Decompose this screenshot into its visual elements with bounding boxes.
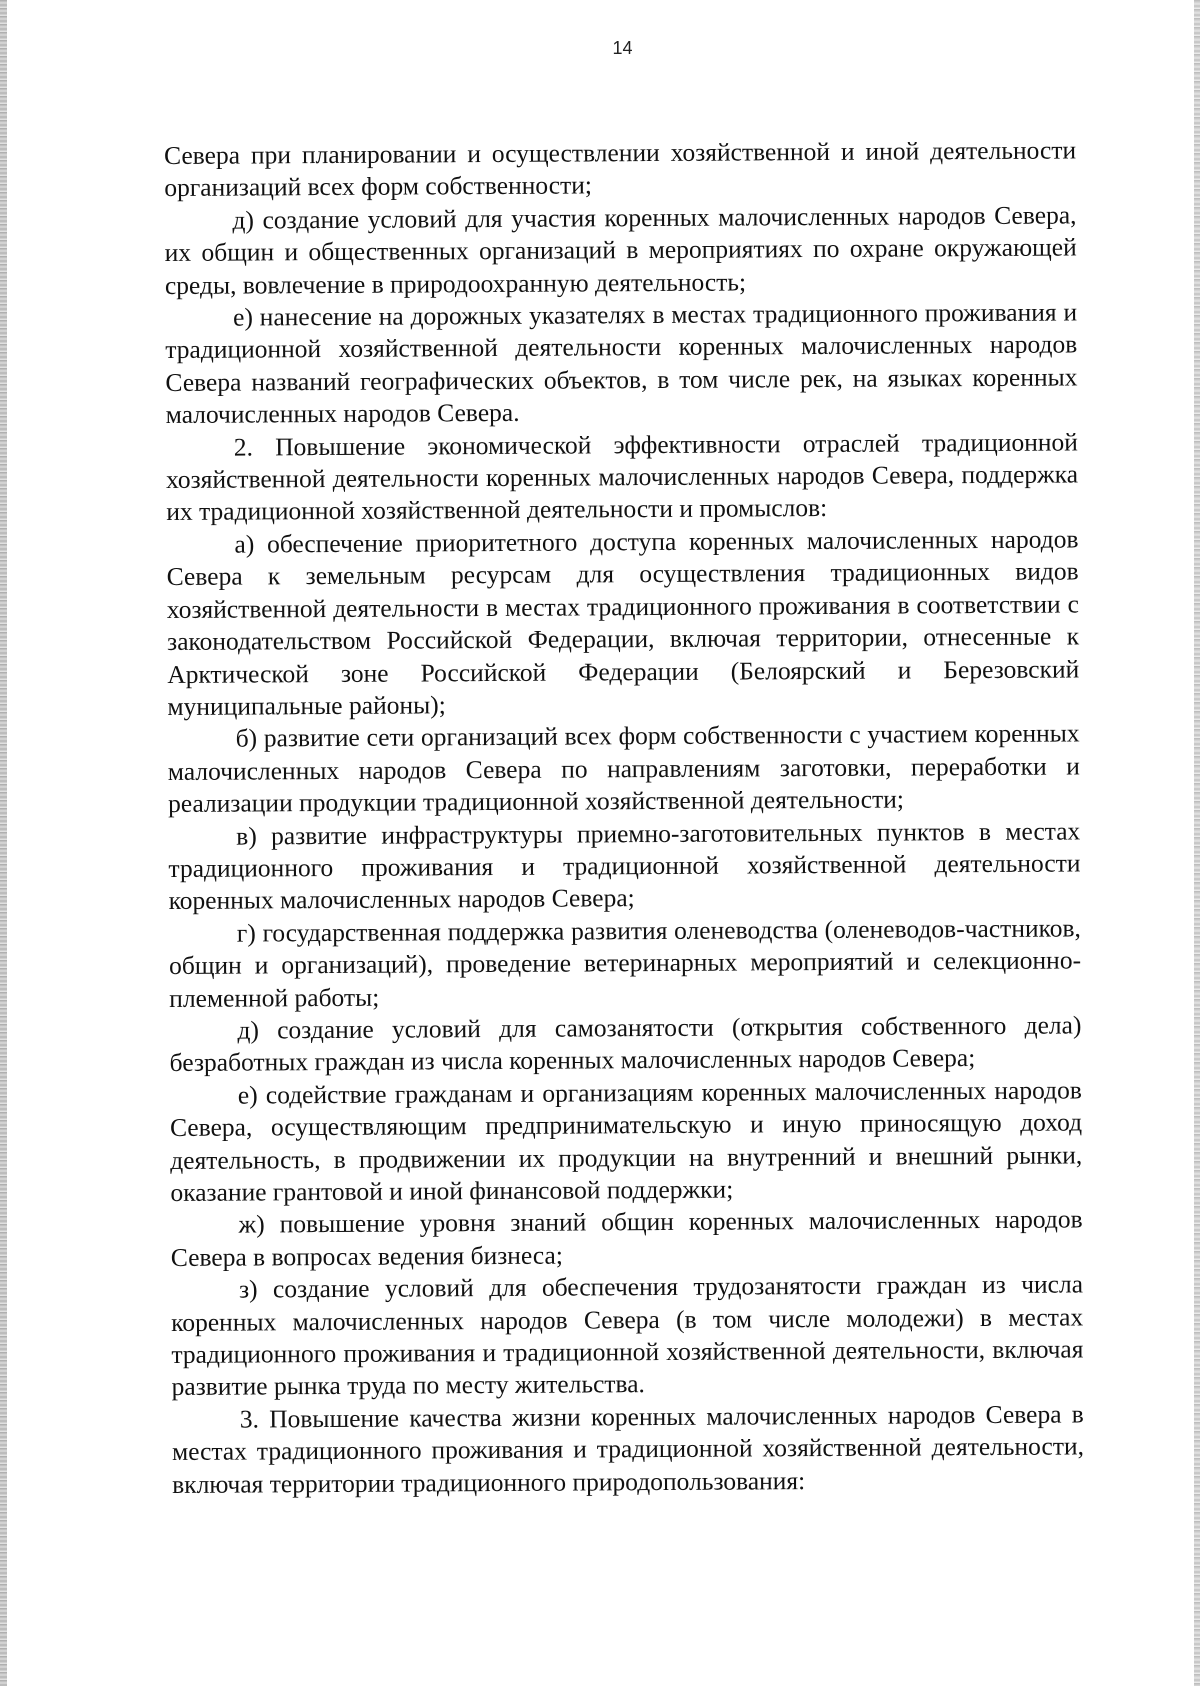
paragraph-item-z: з) создание условий для обеспечения трудозанятости граждан из числа коренных малочисленных народов Севера (в том числе молодежи) в местах традиционного проживания и традиционной хозяйственной деятельности, включая развитие рынка труда по месту жительства. [171,1269,1084,1402]
document-body [164,134,1084,1501]
page-number: 14 [612,38,633,58]
paragraph-item-b: б) развитие сети организаций всех форм собственности с участием коренных малочисленных народов Севера по направлениям заготовки, переработки и реализации продукции традиционной хозяйственной деятельности; [167,718,1080,819]
scan-edge-left [0,0,7,1686]
paragraph-item-v: в) развитие инфраструктуры приемно-заготовительных пунктов в местах традиционного проживания и традиционной хозяйственной деятельности коренных малочисленных народов Севера; [168,815,1081,916]
paragraph-item-d: д) создание условий для участия коренных малочисленных народов Севера, их общин и общественных организаций в мероприятиях по охране окружающей среды, вовлечение в природоохранную деятельность; [164,200,1077,300]
paragraph-item-e2: е) содействие гражданам и организациям коренных малочисленных народов Севера, осуществляющим предпринимательскую и иную приносящую доход деятельность, в продвижении их продукции на внутренний и внешний рынки, оказание грантовой и иной финансовой поддержки; [169,1075,1083,1207]
paragraph-section-2: 2. Повышение экономической эффективности отраслей традиционной хозяйственной деятельности коренных малочисленных народов Севера, поддержка их традиционной хозяйственной деятельности и промыслов: [165,427,1079,527]
scan-edge-right [1194,0,1200,1686]
paragraph-item-g: г) государственная поддержка развития оленеводства (оленеводов-частников, общин и организаций), проведение ветеринарных мероприятий и селекционно-племенной работы; [168,913,1082,1013]
paragraph-item-a: а) обеспечение приоритетного доступа коренных малочисленных народов Севера к земельным ресурсам для осуществления традиционных видов хозяйственной деятельности в местах традиционного проживания в соответствии с законодательством Российской Федерации, включая территории, отнесенные к Арктической зоне Российской Федерации (Белоярский и Березовский муниципальные районы); [166,524,1080,721]
paragraph-item-zh: ж) повышение уровня знаний общин коренных малочисленных народов Севера в вопросах ведения бизнеса; [170,1204,1083,1272]
paragraph-section-3: 3. Повышение качества жизни коренных малочисленных народов Севера в местах традиционного проживания и традиционной хозяйственной деятельности, включая территории традиционного природопользования: [171,1399,1085,1499]
paragraph-continuation: Севера при планировании и осуществлении хозяйственной и иной деятельности организаций всех форм собственности; [164,135,1077,203]
paragraph-item-e: е) нанесение на дорожных указателях в местах традиционного проживания и традиционной хозяйственной деятельности коренных малочисленных народов Севера названий географических объектов, в том числе рек, на языках коренных малочисленных народов Севера. [165,297,1078,430]
paragraph-item-d2: д) создание условий для самозанятости (открытия собственного дела) безработных граждан из числа коренных малочисленных народов Севера; [169,1010,1082,1078]
